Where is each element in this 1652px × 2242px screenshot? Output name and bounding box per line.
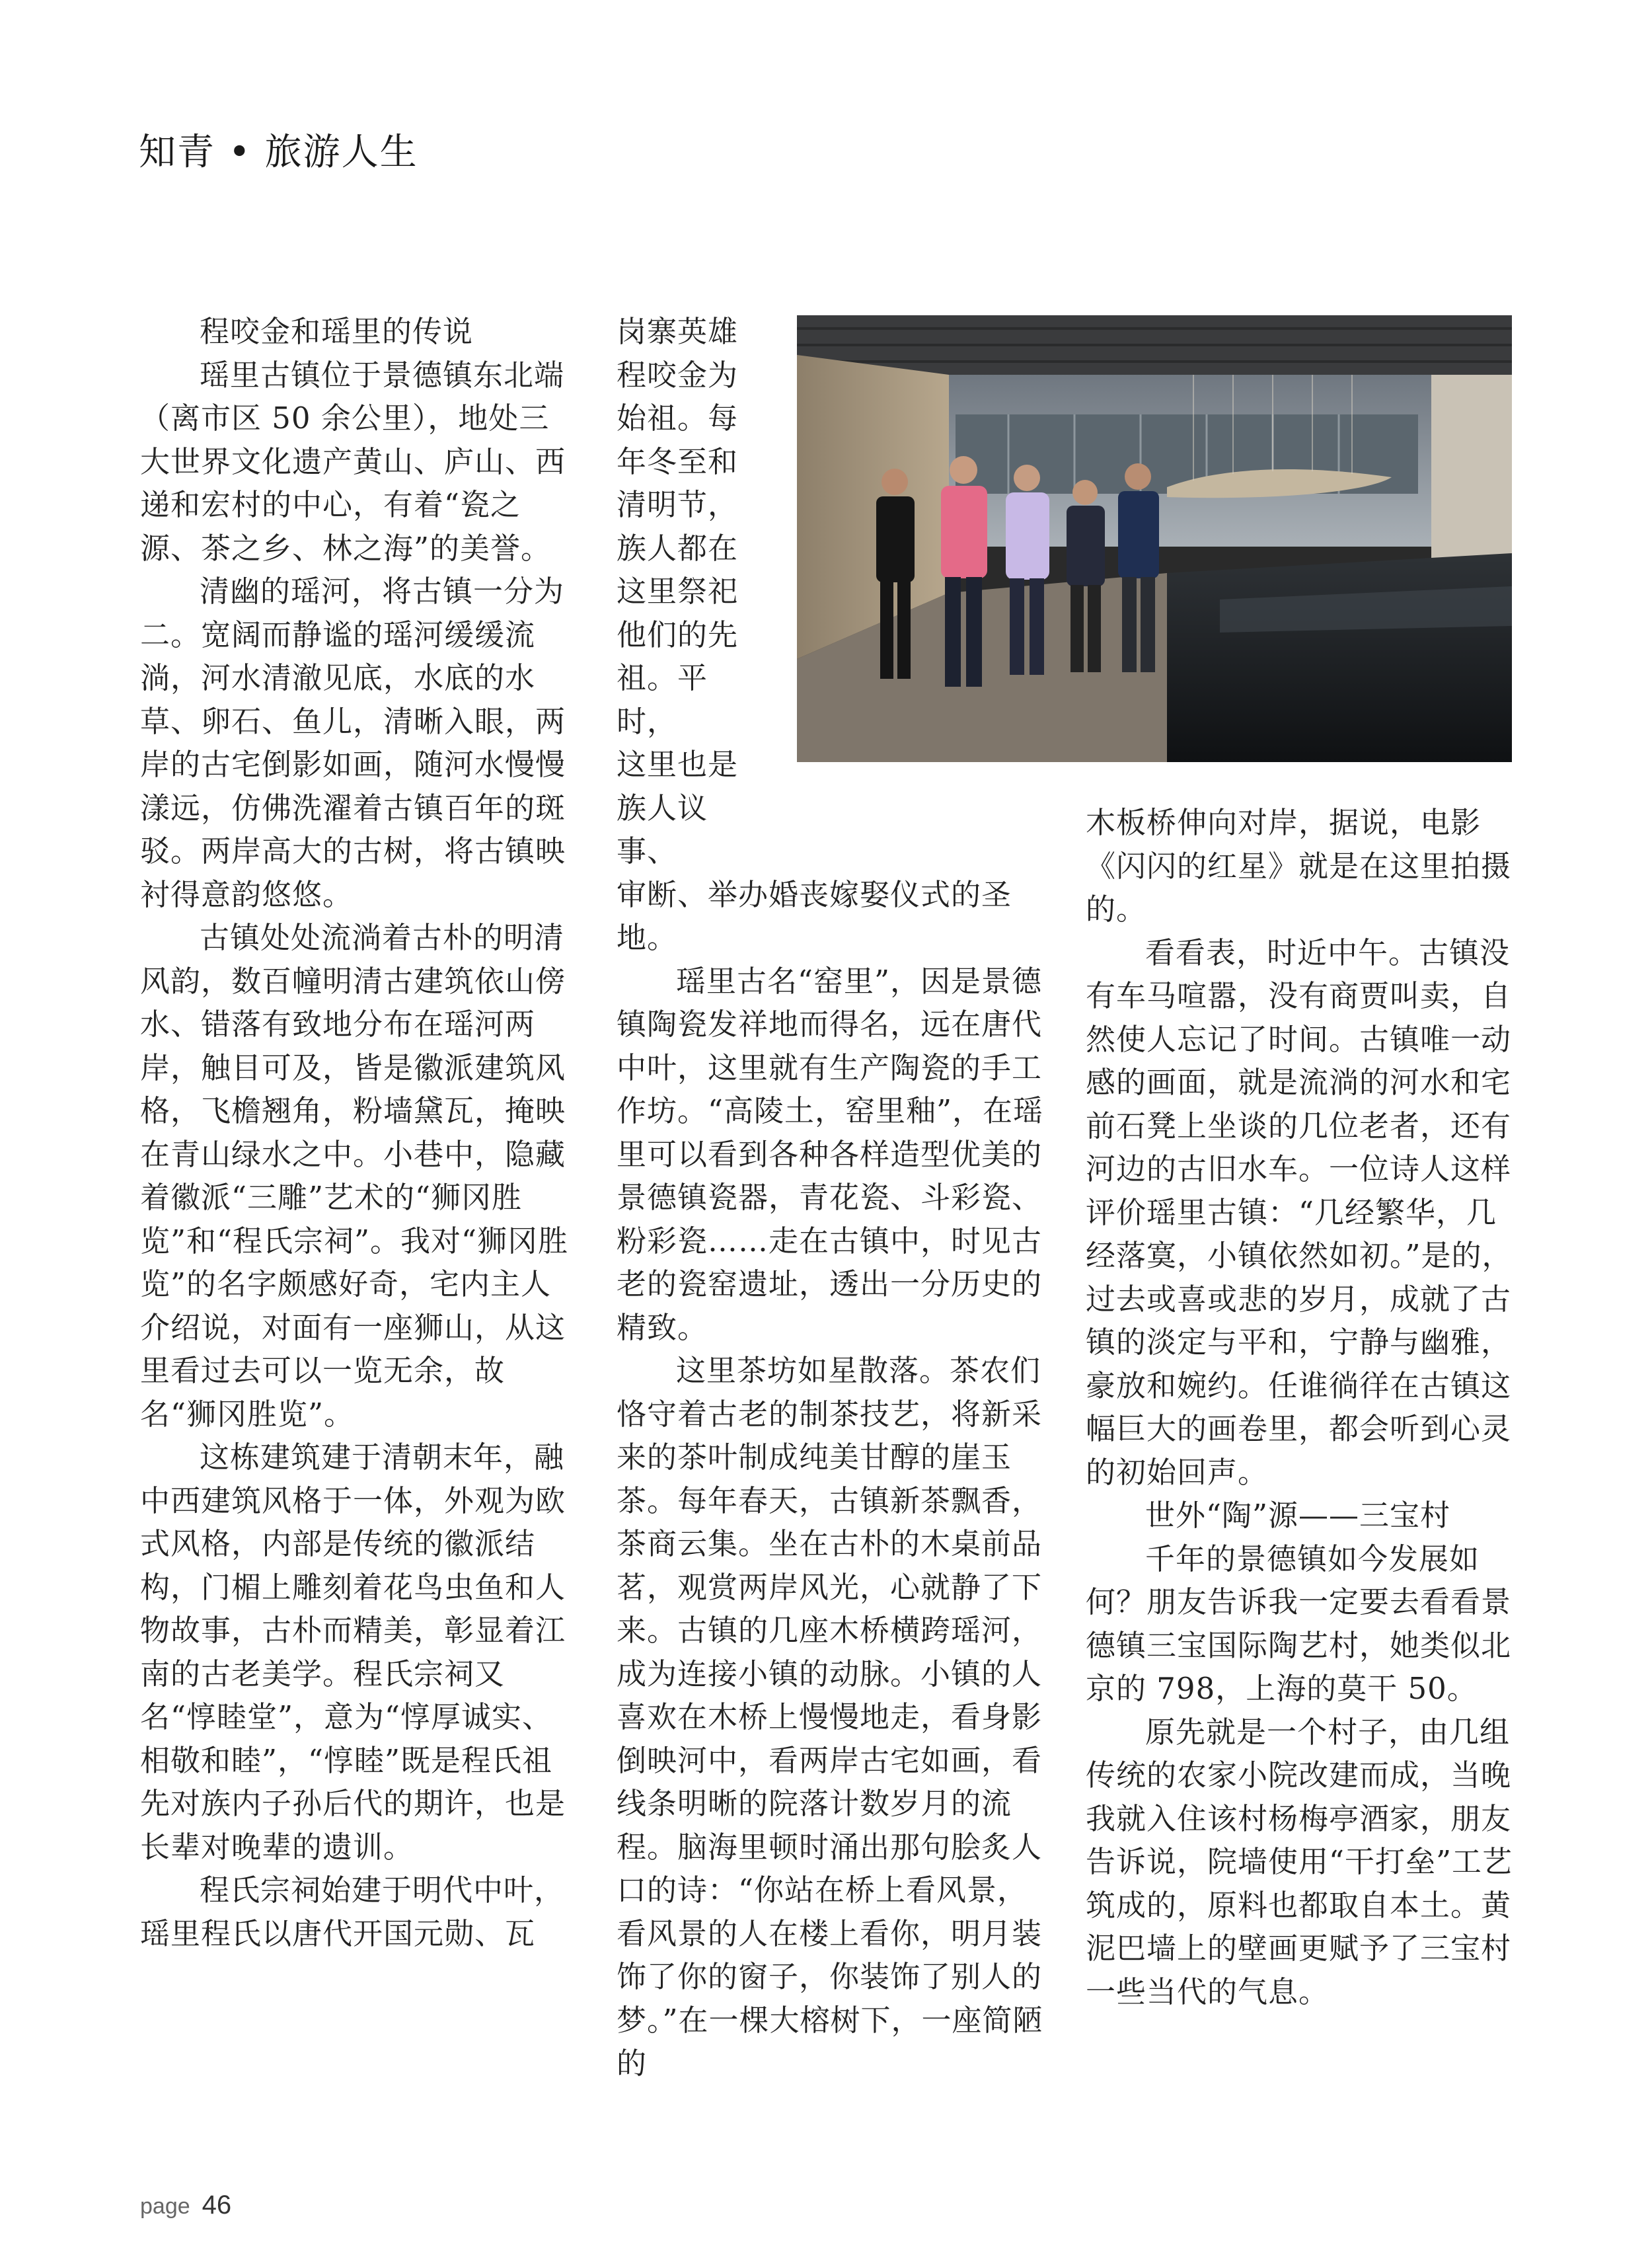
section-header: 知青 • 旅游人生 xyxy=(139,131,418,174)
subheading: 世外“陶”源——三宝村 xyxy=(1145,1498,1451,1533)
text-line: 这里也是 xyxy=(617,747,739,782)
text-line: 年冬至和 xyxy=(617,444,739,479)
text-column-1 xyxy=(140,310,570,1955)
paragraph: 木板桥伸向对岸，据说，电影《闪闪的红星》就是在这里拍摄的。 xyxy=(1086,805,1512,927)
photo-illustration xyxy=(797,315,1512,762)
text-line: 始祖。每 xyxy=(617,401,739,436)
paragraph: 这里茶坊如星散落。茶农们恪守着古老的制茶技艺，将新采来的茶叶制成纯美甘醇的崖玉茶。每年春天，古镇新茶飘香，茶商云集。坐在古朴的木桌前品茗，观赏两岸风光，心就静了下来。古镇的几座木桥横跨瑶河，成为连接小镇的动脉。小镇的人喜欢在木桥上慢慢地走，看身影倒映河中，看两岸古宅如画，看线条明晰的院落计数岁月的流程。脑海里顿时涌出那句脍炙人口的诗：“你站在桥上看风景，看风景的人在楼上看你，明月装饰了你的窗子，你装饰了别人的梦。”在一棵大榕树下，一座简陋的 xyxy=(617,1353,1043,2081)
text-line: 程咬金为 xyxy=(617,357,739,393)
paragraph: 这栋建筑建于清朝末年，融中西建筑风格于一体，外观为欧式风格，内部是传统的徽派结构，门楣上雕刻着花鸟虫鱼和人物故事，古朴而精美，彰显着江南的古老美学。程氏宗祠又名“惇睦堂”，意为“惇厚诚实、相敬和睦”，“惇睦”既是程氏祖先对族内子孙后代的期许，也是长辈对晚辈的遗训。 xyxy=(140,1440,566,1865)
paragraph: 程氏宗祠始建于明代中叶，瑶里程氏以唐代开国元勋、瓦 xyxy=(140,1873,565,1951)
page-footer xyxy=(140,2190,231,2220)
paragraph: 千年的景德镇如今发展如何？朋友告诉我一定要去看看景德镇三宝国际陶艺村，她类似北京的 798，上海的莫干 50。 xyxy=(1086,1541,1512,1706)
group-photo xyxy=(797,315,1512,762)
paragraph: 原先就是一个村子，由几组传统的农家小院改建而成，当晚我就入住该村杨梅亭酒家，朋友告诉说，院墙使用“干打垒”工艺筑成的，原料也都取自本土。黄泥巴墙上的壁画更赋予了三宝村一些当代的气息。 xyxy=(1086,1714,1513,2009)
text-line: 清明节， xyxy=(617,487,739,522)
paragraph: 审断、举办婚丧嫁娶仪式的圣地。 xyxy=(617,876,1012,955)
text-line: 这里祭祀 xyxy=(617,574,739,609)
text-line: 他们的先 xyxy=(617,617,739,652)
wrapped-text-beside-photo xyxy=(617,310,754,873)
text-line: 族人议事、 xyxy=(617,790,708,869)
paragraph: 看看表，时近中午。古镇没有车马喧嚣，没有商贾叫卖，自然使人忘记了时间。古镇唯一动感的画面，就是流淌的河水和宅前石凳上坐谈的几位老者，还有河边的古旧水车。一位诗人这样评价瑶里古镇：“几经繁华，几经落寞，小镇依然如初。”是的，过去或喜或悲的岁月，成就了古镇的淡定与平和，宁静与幽雅，豪放和婉约。任谁徜徉在古镇这幅巨大的画卷里，都会听到心灵的初始回声。 xyxy=(1086,935,1513,1490)
subheading: 程咬金和瑶里的传说 xyxy=(200,314,474,349)
page-number: 46 xyxy=(202,2190,232,2220)
paragraph: 瑶里古名“窑里”，因是景德镇陶瓷发祥地而得名，远在唐代中叶，这里就有生产陶瓷的手工作坊。“高陵土，窑里釉”，在瑶里可以看到各种各样造型优美的景德镇瓷器，青花瓷、斗彩瓷、粉彩瓷……走在古镇中，时见古老的瓷窑遗址，透出一分历史的精致。 xyxy=(617,963,1044,1345)
text-column-3 xyxy=(1086,801,1515,2013)
text-line: 祖。平时， xyxy=(617,660,708,739)
paragraph: 瑶里古镇位于景德镇东北端（离市区 50 余公里），地处三大世界文化遗产黄山、庐山、西递和宏村的中心，有着“瓷之源、茶之乡、林之海”的美誉。 xyxy=(140,357,566,566)
paragraph: 清幽的瑶河，将古镇一分为二。宽阔而静谧的瑶河缓缓流淌，河水清澈见底，水底的水草、卵石、鱼儿，清晰入眼，两岸的古宅倒影如画，随河水慢慢漾远，仿佛洗濯着古镇百年的斑驳。两岸高大的古树，将古镇映衬得意韵悠悠。 xyxy=(140,574,566,912)
page-label: page xyxy=(140,2194,190,2219)
text-line: 岗寨英雄 xyxy=(617,314,739,349)
paragraph: 古镇处处流淌着古朴的明清风韵，数百幢明清古建筑依山傍水、错落有致地分布在瑶河两岸，触目可及，皆是徽派建筑风格，飞檐翘角，粉墙黛瓦，掩映在青山绿水之中。小巷中，隐藏着徽派“三雕”艺术的“狮冈胜览”和“程氏宗祠”。我对“狮冈胜览”的名字颇感好奇，宅内主人介绍说，对面有一座狮山，从这里看过去可以一览无余，故名“狮冈胜览”。 xyxy=(140,920,569,1432)
text-line: 族人都在 xyxy=(617,530,739,566)
